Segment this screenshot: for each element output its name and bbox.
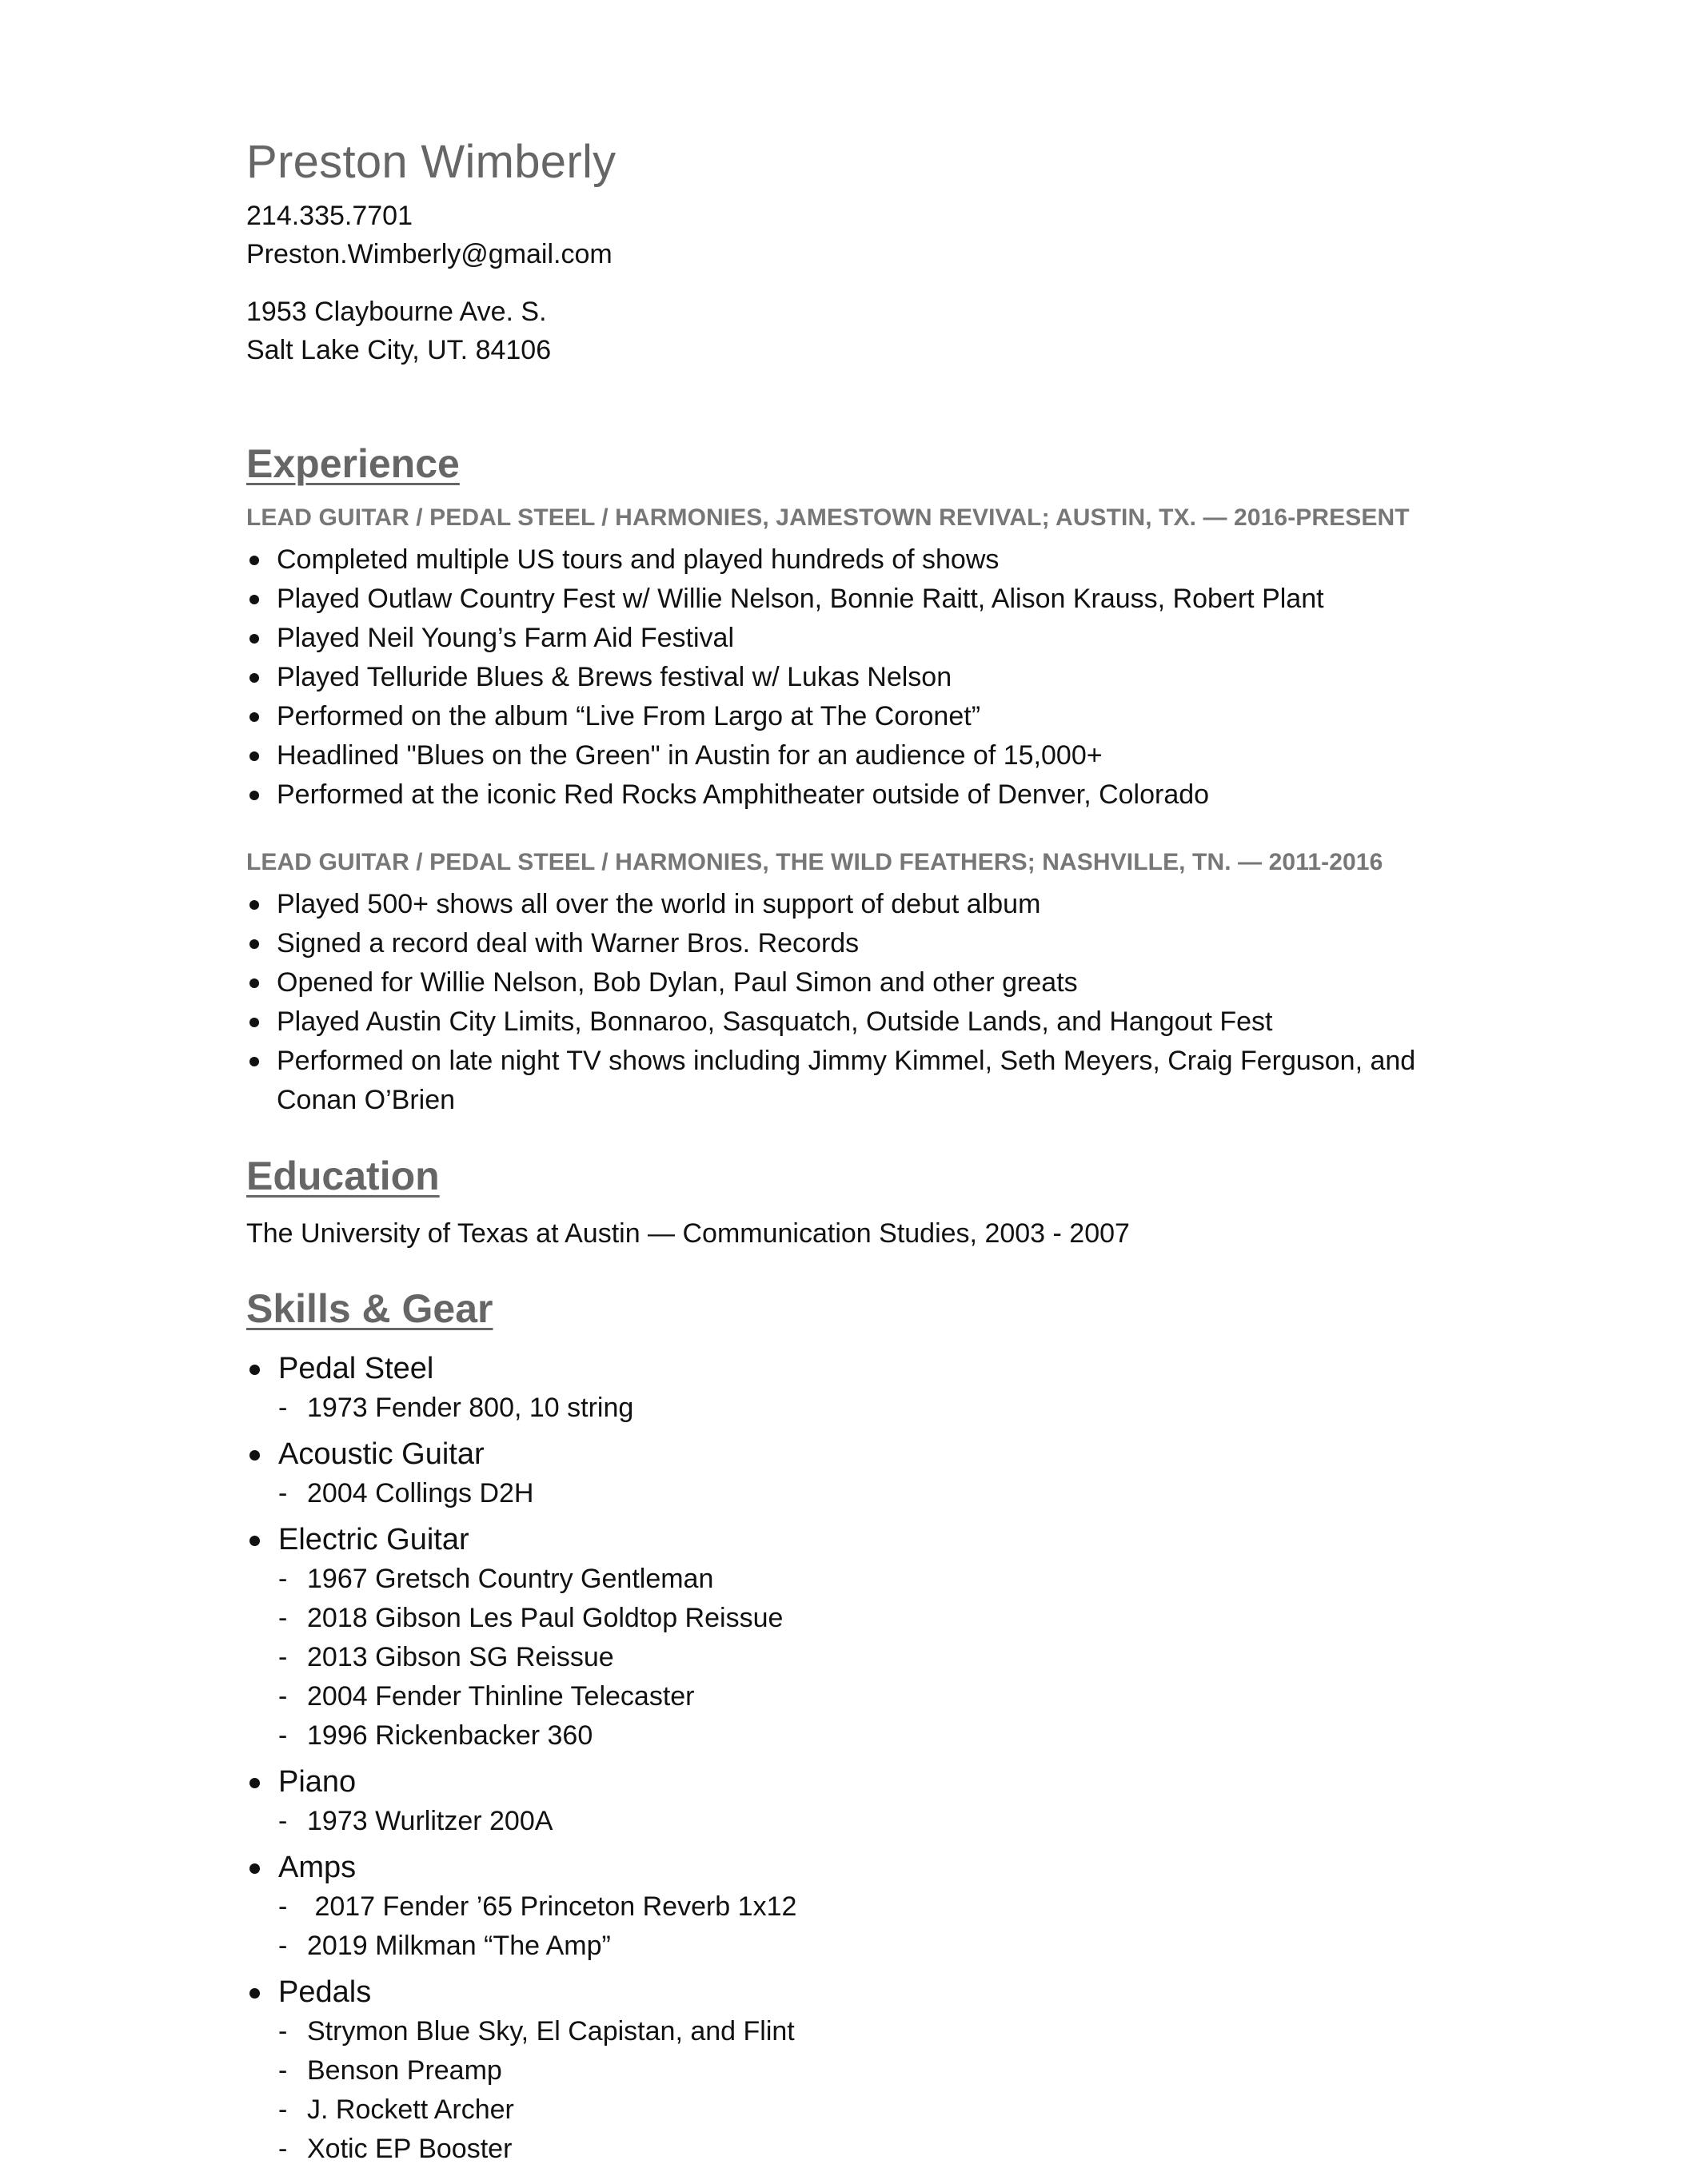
education-entry: The University of Texas at Austin — Communication Studies, 2003 - 2007	[246, 1218, 1130, 1249]
job-bullet: Played Austin City Limits, Bonnaroo, Sasquatch, Outside Lands, and Hangout Fest	[246, 1002, 1494, 1042]
job-entry	[246, 502, 1494, 815]
candidate-name: Preston Wimberly	[246, 136, 617, 188]
gear-category	[246, 1972, 1494, 2169]
resume-page	[246, 134, 1494, 2169]
gear-category-name: Electric Guitar	[246, 1520, 1494, 1560]
address-line-1: 1953 Claybourne Ave. S.	[246, 297, 547, 327]
skills-heading: Skills & Gear	[246, 1286, 493, 1331]
job-bullet: Headlined "Blues on the Green" in Austin for an audience of 15,000+	[246, 736, 1494, 775]
job-bullet-list	[246, 540, 1494, 815]
job-title: LEAD GUITAR / PEDAL STEEL / HARMONIES, JAMESTOWN REVIVAL; AUSTIN, TX. — 2016-PRESENT	[246, 504, 1410, 531]
gear-item: - 2004 Fender Thinline Telecaster	[246, 1677, 1494, 1716]
gear-category	[246, 1349, 1494, 1428]
job-bullet: Played Telluride Blues & Brews festival w/ Lukas Nelson	[246, 658, 1494, 697]
gear-item: - 2019 Milkman “The Amp”	[246, 1927, 1494, 1966]
experience-section	[246, 440, 1494, 1120]
phone-number: 214.335.7701	[246, 201, 413, 231]
job-bullet: Performed at the iconic Red Rocks Amphitheater outside of Denver, Colorado	[246, 775, 1494, 815]
gear-item: - Benson Preamp	[246, 2051, 1494, 2090]
education-heading: Education	[246, 1154, 440, 1198]
gear-item: - 2013 Gibson SG Reissue	[246, 1638, 1494, 1677]
gear-category-name: Pedals	[246, 1972, 1494, 2012]
gear-category	[246, 1762, 1494, 1841]
gear-category	[246, 1434, 1494, 1513]
gear-item: - 2018 Gibson Les Paul Goldtop Reissue	[246, 1599, 1494, 1638]
job-title: LEAD GUITAR / PEDAL STEEL / HARMONIES, THE WILD FEATHERS; NASHVILLE, TN. — 2011-2016	[246, 849, 1383, 875]
job-bullet-list	[246, 885, 1494, 1120]
gear-item: - 1967 Gretsch Country Gentleman	[246, 1560, 1494, 1599]
skills-section	[246, 1285, 1494, 2169]
gear-category	[246, 1520, 1494, 1756]
gear-category-name: Amps	[246, 1847, 1494, 1887]
gear-category-name: Acoustic Guitar	[246, 1434, 1494, 1474]
gear-item: - J. Rockett Archer	[246, 2090, 1494, 2130]
job-bullet: Played Outlaw Country Fest w/ Willie Nelson, Bonnie Raitt, Alison Krauss, Robert Plant	[246, 580, 1494, 619]
gear-item: - Xotic EP Booster	[246, 2130, 1494, 2169]
gear-category	[246, 1847, 1494, 1966]
education-section	[246, 1152, 1494, 1253]
gear-item: - Strymon Blue Sky, El Capistan, and Flint	[246, 2012, 1494, 2051]
gear-category-name: Piano	[246, 1762, 1494, 1802]
job-bullet: Opened for Willie Nelson, Bob Dylan, Paul Simon and other greats	[246, 963, 1494, 1002]
email-address: Preston.Wimberly@gmail.com	[246, 239, 613, 269]
job-bullet: Signed a record deal with Warner Bros. Records	[246, 924, 1494, 963]
job-bullet: Played 500+ shows all over the world in support of debut album	[246, 885, 1494, 924]
job-bullet: Played Neil Young’s Farm Aid Festival	[246, 619, 1494, 658]
gear-item: - 1996 Rickenbacker 360	[246, 1716, 1494, 1756]
resume-header	[246, 134, 1494, 369]
gear-item: - 2004 Collings D2H	[246, 1474, 1494, 1513]
job-bullet: Performed on the album “Live From Largo at The Coronet”	[246, 697, 1494, 736]
job-bullet: Completed multiple US tours and played hundreds of shows	[246, 540, 1494, 580]
experience-heading: Experience	[246, 441, 460, 486]
gear-item: - 1973 Fender 800, 10 string	[246, 1389, 1494, 1428]
gear-item: - 1973 Wurlitzer 200A	[246, 1802, 1494, 1841]
gear-category-name: Pedal Steel	[246, 1349, 1494, 1389]
gear-item: - 2017 Fender ’65 Princeton Reverb 1x12	[246, 1887, 1494, 1927]
job-entry	[246, 847, 1494, 1120]
address-line-2: Salt Lake City, UT. 84106	[246, 335, 552, 365]
job-bullet: Performed on late night TV shows including Jimmy Kimmel, Seth Meyers, Craig Ferguson, and Conan O’Brien	[246, 1042, 1494, 1120]
